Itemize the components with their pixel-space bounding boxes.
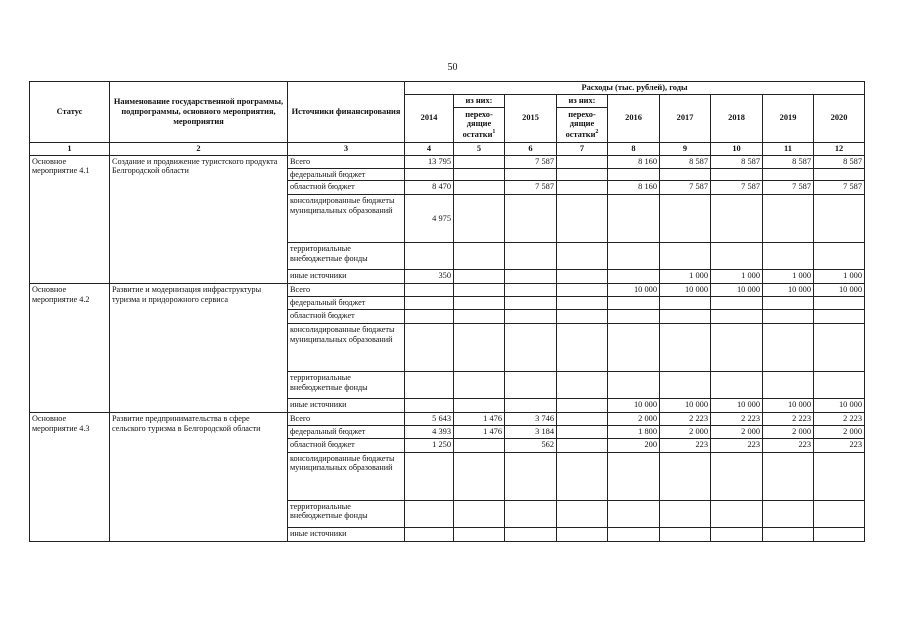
- column-number: 8: [608, 142, 660, 155]
- amount-cell: [763, 309, 814, 323]
- footnote-ref-2: 2: [595, 129, 599, 136]
- event-name: Создание и продвижение туристского продукта Белгородской области: [110, 155, 288, 284]
- amount-cell: 8 587: [763, 155, 814, 168]
- amount-cell: [608, 195, 660, 243]
- amount-cell: [608, 527, 660, 541]
- amount-cell: [763, 371, 814, 398]
- amount-cell: [454, 243, 505, 270]
- amount-cell: [505, 527, 557, 541]
- amount-cell: [405, 297, 454, 310]
- amount-cell: 1 476: [454, 412, 505, 425]
- amount-cell: [454, 297, 505, 310]
- amount-cell: [557, 398, 608, 412]
- amount-cell: [454, 270, 505, 284]
- amount-cell: [505, 309, 557, 323]
- amount-cell: 2 000: [660, 425, 711, 438]
- header-status: Статус: [30, 82, 110, 143]
- amount-cell: [814, 527, 865, 541]
- amount-cell: 8 470: [405, 181, 454, 195]
- amount-cell: [454, 284, 505, 297]
- amount-cell: 223: [814, 438, 865, 452]
- amount-cell: [814, 243, 865, 270]
- amount-cell: [608, 323, 660, 371]
- amount-cell: [814, 371, 865, 398]
- amount-cell: [557, 323, 608, 371]
- funding-source-territorial: территориальные внебюджетные фонды: [288, 243, 405, 270]
- amount-cell: 3 184: [505, 425, 557, 438]
- amount-cell: 223: [711, 438, 763, 452]
- amount-cell: 8 587: [814, 155, 865, 168]
- amount-cell: [505, 500, 557, 527]
- funding-source-total: Всего: [288, 155, 405, 168]
- amount-cell: 8 160: [608, 155, 660, 168]
- amount-cell: [454, 168, 505, 181]
- funding-source-other: иные источники: [288, 527, 405, 541]
- amount-cell: [608, 168, 660, 181]
- amount-cell: [405, 371, 454, 398]
- amount-cell: [557, 297, 608, 310]
- funding-source-federal: федеральный бюджет: [288, 425, 405, 438]
- amount-cell: 2 223: [711, 412, 763, 425]
- amount-cell: 2 000: [711, 425, 763, 438]
- funding-source-municipal: консолидированные бюджеты муниципальных образований: [288, 452, 405, 500]
- column-number: 3: [288, 142, 405, 155]
- amount-cell: 1 000: [763, 270, 814, 284]
- amount-cell: [711, 371, 763, 398]
- funding-source-municipal: консолидированные бюджеты муниципальных образований: [288, 195, 405, 243]
- funding-source-federal: федеральный бюджет: [288, 297, 405, 310]
- amount-cell: 223: [763, 438, 814, 452]
- funding-source-municipal: консолидированные бюджеты муниципальных образований: [288, 323, 405, 371]
- amount-cell: 10 000: [608, 284, 660, 297]
- funding-source-territorial: территориальные внебюджетные фонды: [288, 371, 405, 398]
- amount-cell: 7 587: [505, 155, 557, 168]
- header-year-2018: 2018: [711, 94, 763, 142]
- amount-cell: [660, 323, 711, 371]
- amount-cell: [608, 452, 660, 500]
- amount-cell: [454, 371, 505, 398]
- amount-cell: [557, 452, 608, 500]
- page-number: 50: [447, 62, 458, 73]
- amount-cell: [711, 297, 763, 310]
- amount-cell: 10 000: [711, 398, 763, 412]
- amount-cell: [405, 168, 454, 181]
- amount-cell: [405, 398, 454, 412]
- event-status: Основное мероприятие 4.3: [30, 412, 110, 541]
- amount-cell: 8 160: [608, 181, 660, 195]
- amount-cell: [763, 500, 814, 527]
- amount-cell: 2 223: [763, 412, 814, 425]
- amount-cell: 2 000: [814, 425, 865, 438]
- funding-source-regional: областной бюджет: [288, 309, 405, 323]
- amount-cell: [405, 243, 454, 270]
- amount-cell: [711, 500, 763, 527]
- amount-cell: 7 587: [763, 181, 814, 195]
- amount-cell: [454, 181, 505, 195]
- column-number: 11: [763, 142, 814, 155]
- amount-cell: [454, 309, 505, 323]
- amount-cell: [608, 500, 660, 527]
- amount-cell: 10 000: [814, 398, 865, 412]
- amount-cell: [660, 500, 711, 527]
- header-sources: Источники финансирования: [288, 82, 405, 143]
- amount-cell: [711, 309, 763, 323]
- amount-cell: [557, 438, 608, 452]
- amount-cell: 5 643: [405, 412, 454, 425]
- amount-cell: 10 000: [763, 398, 814, 412]
- column-number: 9: [660, 142, 711, 155]
- column-number: 4: [405, 142, 454, 155]
- amount-cell: 8 587: [711, 155, 763, 168]
- table-row: [30, 412, 865, 425]
- column-number: 10: [711, 142, 763, 155]
- amount-cell: [814, 168, 865, 181]
- amount-cell: 1 476: [454, 425, 505, 438]
- amount-cell: [557, 371, 608, 398]
- amount-cell: [454, 452, 505, 500]
- amount-cell: [405, 323, 454, 371]
- amount-cell: [454, 398, 505, 412]
- amount-cell: [608, 309, 660, 323]
- funding-source-other: иные источники: [288, 270, 405, 284]
- header-year-2020: 2020: [814, 94, 865, 142]
- amount-cell: [557, 527, 608, 541]
- amount-cell: [454, 323, 505, 371]
- amount-cell: [454, 527, 505, 541]
- amount-cell: 3 746: [505, 412, 557, 425]
- amount-cell: [711, 168, 763, 181]
- funding-source-total: Всего: [288, 412, 405, 425]
- amount-cell: [608, 270, 660, 284]
- amount-cell: [763, 243, 814, 270]
- amount-cell: [763, 527, 814, 541]
- amount-cell: 10 000: [814, 284, 865, 297]
- header-year-2014: 2014: [405, 94, 454, 142]
- amount-cell: [660, 527, 711, 541]
- amount-cell: [660, 297, 711, 310]
- amount-cell: [557, 270, 608, 284]
- funding-source-federal: федеральный бюджет: [288, 168, 405, 181]
- amount-cell: 223: [660, 438, 711, 452]
- amount-cell: [454, 195, 505, 243]
- funding-source-regional: областной бюджет: [288, 181, 405, 195]
- amount-cell: 1 000: [711, 270, 763, 284]
- amount-cell: [711, 452, 763, 500]
- amount-cell: [608, 243, 660, 270]
- amount-cell: 1 250: [405, 438, 454, 452]
- amount-cell: [608, 371, 660, 398]
- amount-cell: [711, 195, 763, 243]
- amount-cell: 2 223: [814, 412, 865, 425]
- header-expenses: Расходы (тыс. рублей), годы: [405, 82, 865, 95]
- amount-cell: [660, 195, 711, 243]
- funding-source-regional: областной бюджет: [288, 438, 405, 452]
- amount-cell: [814, 195, 865, 243]
- amount-cell: 4 393: [405, 425, 454, 438]
- amount-cell: [814, 500, 865, 527]
- amount-cell: 2 223: [660, 412, 711, 425]
- funding-source-other: иные источники: [288, 398, 405, 412]
- amount-cell: 10 000: [660, 398, 711, 412]
- amount-cell: 7 587: [711, 181, 763, 195]
- amount-cell: [660, 309, 711, 323]
- amount-cell: [505, 371, 557, 398]
- funding-source-territorial: территориальные внебюджетные фонды: [288, 500, 405, 527]
- amount-cell: 4 975: [405, 195, 454, 243]
- event-status: Основное мероприятие 4.2: [30, 284, 110, 413]
- amount-cell: [814, 452, 865, 500]
- amount-cell: [763, 297, 814, 310]
- header-year-2019: 2019: [763, 94, 814, 142]
- amount-cell: [505, 398, 557, 412]
- table-body: [30, 155, 865, 541]
- amount-cell: 2 000: [763, 425, 814, 438]
- event-name: Развитие и модернизация инфраструктуры туризма и придорожного сервиса: [110, 284, 288, 413]
- amount-cell: [557, 425, 608, 438]
- amount-cell: 10 000: [711, 284, 763, 297]
- amount-cell: [660, 243, 711, 270]
- carry-label-text-1: перехо-дящие остатки: [462, 109, 493, 140]
- header-year-2015: 2015: [505, 94, 557, 142]
- amount-cell: [505, 297, 557, 310]
- amount-cell: [505, 270, 557, 284]
- amount-cell: [763, 195, 814, 243]
- amount-cell: [505, 195, 557, 243]
- table-row: [30, 284, 865, 297]
- amount-cell: [711, 323, 763, 371]
- amount-cell: [660, 371, 711, 398]
- column-number: 5: [454, 142, 505, 155]
- amount-cell: [454, 500, 505, 527]
- amount-cell: [505, 452, 557, 500]
- amount-cell: [557, 195, 608, 243]
- amount-cell: 2 000: [608, 412, 660, 425]
- amount-cell: [405, 452, 454, 500]
- amount-cell: [711, 527, 763, 541]
- header-name: Наименование государственной программы, подпрограммы, основного мероприятия, мероприятия: [110, 82, 288, 143]
- funding-source-total: Всего: [288, 284, 405, 297]
- column-numbers-row: [30, 142, 865, 155]
- amount-cell: [405, 284, 454, 297]
- amount-cell: 7 587: [814, 181, 865, 195]
- header-carry-label-2: [557, 107, 608, 142]
- column-number: 7: [557, 142, 608, 155]
- amount-cell: [557, 243, 608, 270]
- expenses-table: [29, 81, 865, 542]
- header-year-2016: 2016: [608, 94, 660, 142]
- amount-cell: [405, 500, 454, 527]
- column-number: 1: [30, 142, 110, 155]
- amount-cell: [405, 309, 454, 323]
- amount-cell: 13 795: [405, 155, 454, 168]
- amount-cell: [454, 155, 505, 168]
- table-row: [30, 155, 865, 168]
- column-number: 2: [110, 142, 288, 155]
- amount-cell: 562: [505, 438, 557, 452]
- carry-label-text-2: перехо-дящие остатки: [565, 109, 596, 140]
- amount-cell: 7 587: [505, 181, 557, 195]
- amount-cell: [763, 168, 814, 181]
- amount-cell: [814, 309, 865, 323]
- amount-cell: [660, 452, 711, 500]
- amount-cell: [711, 243, 763, 270]
- amount-cell: 1 000: [660, 270, 711, 284]
- amount-cell: [763, 323, 814, 371]
- amount-cell: [814, 323, 865, 371]
- amount-cell: [557, 168, 608, 181]
- amount-cell: 350: [405, 270, 454, 284]
- amount-cell: 8 587: [660, 155, 711, 168]
- amount-cell: [557, 412, 608, 425]
- amount-cell: 7 587: [660, 181, 711, 195]
- amount-cell: [557, 155, 608, 168]
- amount-cell: 10 000: [608, 398, 660, 412]
- amount-cell: 1 800: [608, 425, 660, 438]
- amount-cell: [557, 181, 608, 195]
- amount-cell: [557, 309, 608, 323]
- amount-cell: [608, 297, 660, 310]
- amount-cell: [505, 168, 557, 181]
- header-carry-heading-2: из них:: [557, 94, 608, 107]
- header-year-2017: 2017: [660, 94, 711, 142]
- amount-cell: [814, 297, 865, 310]
- column-number: 6: [505, 142, 557, 155]
- amount-cell: [405, 527, 454, 541]
- amount-cell: 200: [608, 438, 660, 452]
- header-carry-heading-1: из них:: [454, 94, 505, 107]
- column-number: 12: [814, 142, 865, 155]
- amount-cell: [557, 284, 608, 297]
- amount-cell: [557, 500, 608, 527]
- amount-cell: [454, 438, 505, 452]
- amount-cell: [505, 284, 557, 297]
- event-name: Развитие предпринимательства в сфере сельского туризма в Белгородской области: [110, 412, 288, 541]
- amount-cell: 10 000: [763, 284, 814, 297]
- amount-cell: 10 000: [660, 284, 711, 297]
- amount-cell: 1 000: [814, 270, 865, 284]
- event-status: Основное мероприятие 4.1: [30, 155, 110, 284]
- amount-cell: [763, 452, 814, 500]
- header-carry-label-1: [454, 107, 505, 142]
- footnote-ref-1: 1: [492, 129, 496, 136]
- amount-cell: [505, 243, 557, 270]
- amount-cell: [660, 168, 711, 181]
- amount-cell: [505, 323, 557, 371]
